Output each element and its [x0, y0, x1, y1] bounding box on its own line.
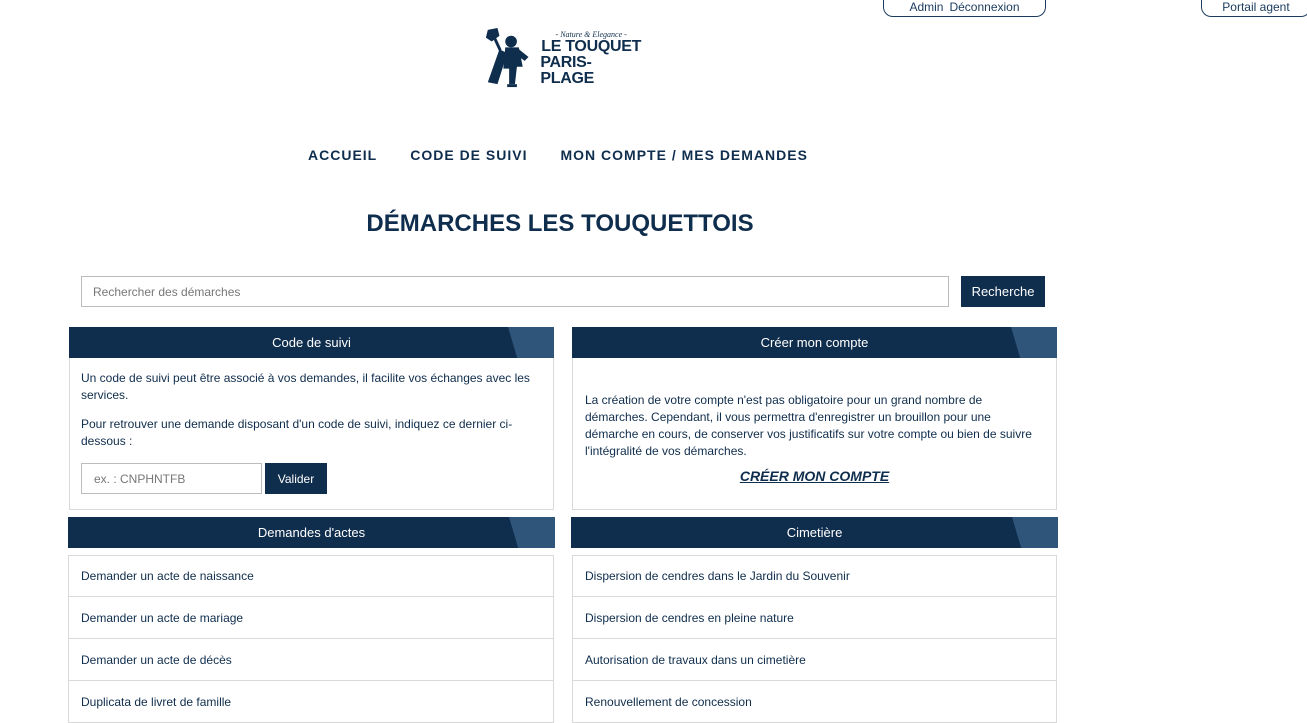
actes-title: Demandes d'actes — [257, 525, 366, 540]
logo-text — [540, 30, 642, 87]
portail-agent-tab[interactable] — [1201, 0, 1307, 17]
logout-link[interactable]: Déconnexion — [949, 0, 1020, 14]
list-item-acte-naissance[interactable]: Demander un acte de naissance — [68, 555, 554, 597]
page-title: DÉMARCHES LES TOUQUETTOIS — [366, 210, 754, 237]
nav-item-accueil[interactable]: ACCUEIL — [308, 147, 378, 163]
code-suivi-title: Code de suivi — [272, 335, 351, 350]
create-account-header — [572, 327, 1057, 358]
create-account-title: Créer mon compte — [760, 335, 869, 350]
search-button[interactable]: Recherche — [961, 276, 1045, 307]
list-item-travaux-cimetiere[interactable]: Autorisation de travaux dans un cimetière — [572, 639, 1057, 681]
create-account-description: La création de votre compte n'est pas obligatoire pour un grand nombre de démarches. Cependant, il vous permettra d'enregistrer un brouillon pour une démarche en cours, de conserver vos justificatifs sur votre compte ou bien de suivre l'intégralité de vos démarches. — [585, 393, 1032, 458]
list-item-renouvellement-concession[interactable]: Renouvellement de concession — [572, 681, 1057, 723]
list-item-acte-mariage[interactable]: Demander un acte de mariage — [68, 597, 554, 639]
list-item-dispersion-jardin[interactable]: Dispersion de cendres dans le Jardin du Souvenir — [572, 555, 1057, 597]
admin-link[interactable]: Admin — [909, 0, 944, 14]
list-item-livret-famille[interactable]: Duplicata de livret de famille — [68, 681, 554, 723]
code-suivi-header — [69, 327, 554, 358]
logo-tagline: - Nature & Elegance - — [555, 29, 627, 39]
search-input[interactable] — [81, 276, 949, 307]
actes-header — [68, 517, 555, 548]
header-stripe-decoration — [508, 327, 554, 358]
cimetiere-header — [571, 517, 1058, 548]
logo-line-1: LE TOUQUET — [541, 37, 642, 55]
portail-agent-link[interactable]: Portail agent — [1222, 0, 1290, 14]
list-item-dispersion-nature[interactable]: Dispersion de cendres en pleine nature — [572, 597, 1057, 639]
golfer-logo-icon — [482, 27, 534, 89]
nav-item-mon-compte[interactable]: MON COMPTE / MES DEMANDES — [560, 147, 808, 163]
list-item-acte-deces[interactable]: Demander un acte de décès — [68, 639, 554, 681]
header-stripe-decoration — [1011, 327, 1057, 358]
code-suivi-instructions: Pour retrouver une demande disposant d'un code de suivi, indiquez ce dernier ci-dessous : — [81, 417, 513, 448]
nav-item-code-de-suivi[interactable]: CODE DE SUIVI — [410, 147, 528, 163]
header-stripe-decoration — [509, 517, 555, 548]
cimetiere-title: Cimetière — [786, 525, 843, 540]
logo-line-2: PARIS-PLAGE — [540, 53, 594, 87]
actes-list — [68, 555, 554, 723]
main-nav — [308, 147, 808, 163]
create-account-link[interactable]: CRÉER MON COMPTE — [739, 468, 890, 484]
valider-button[interactable]: Valider — [265, 463, 327, 494]
site-logo[interactable] — [482, 26, 642, 90]
code-suivi-description: Un code de suivi peut être associé à vos demandes, il facilite vos échanges avec les services. — [81, 371, 530, 402]
header-stripe-decoration — [1012, 517, 1058, 548]
code-suivi-input[interactable] — [81, 463, 262, 494]
cimetiere-list — [572, 555, 1057, 723]
admin-tab — [883, 0, 1046, 17]
